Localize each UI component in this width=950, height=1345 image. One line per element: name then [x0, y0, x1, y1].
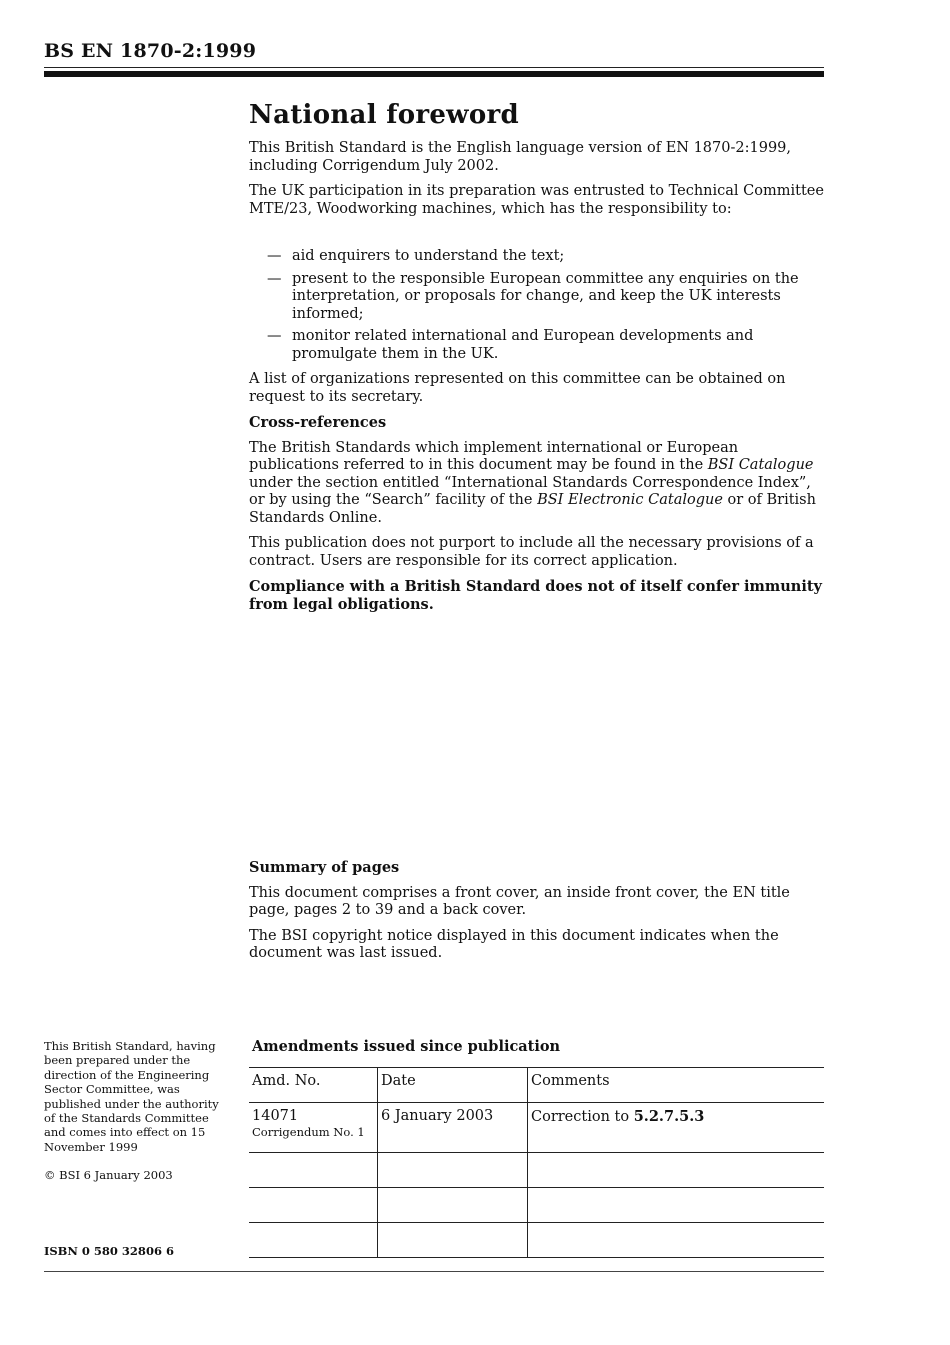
empty-cell	[528, 1153, 825, 1188]
header-comments: Comments	[528, 1068, 825, 1103]
header-amd-no: Amd. No.	[249, 1068, 378, 1103]
empty-cell	[249, 1153, 378, 1188]
amd-number: 14071	[252, 1108, 299, 1124]
header-rule-thick	[44, 71, 824, 77]
publication-sidebar	[44, 1039, 229, 1197]
summary-paragraph-2: The BSI copyright notice displayed in this document indicates when the document was last issued.	[249, 927, 779, 961]
summary-heading: Summary of pages	[249, 859, 400, 876]
table-row	[249, 1103, 824, 1153]
publication-note: This British Standard, having been prepared under the direction of the Engineering Sector Committee, was published under the authority of the Standards Committee and comes into effect on 15 November 1999	[44, 1039, 219, 1154]
foreword-paragraph-1: This British Standard is the English language version of EN 1870-2:1999, including Corrigendum July 2002.	[249, 140, 792, 174]
dash-marker: —	[267, 270, 282, 287]
bsi-electronic-catalogue-title: BSI Electronic Catalogue	[537, 492, 723, 508]
copyright-notice: © BSI 6 January 2003	[44, 1168, 173, 1183]
list-item-text: present to the responsible European committee any enquiries on the interpretation, or proposals for change, and keep the UK interests informed;	[292, 270, 799, 322]
bsi-catalogue-title: BSI Catalogue	[707, 457, 814, 473]
empty-cell	[528, 1223, 825, 1258]
empty-cell	[249, 1188, 378, 1223]
amendments-title: Amendments issued since publication	[252, 1038, 561, 1055]
clause-reference: 5.2.7.5.3	[633, 1108, 705, 1125]
list-item	[267, 328, 829, 363]
amendments-table	[249, 1067, 824, 1258]
header-rule-thin	[44, 67, 824, 68]
cross-references-paragraph	[249, 440, 829, 528]
page-title: National foreword	[249, 100, 519, 130]
foreword-paragraph-2: The UK participation in its preparation was entrusted to Technical Committee MTE/23, Woodworking machines, which has the responsibility to:	[249, 183, 824, 217]
amendments-section	[249, 1038, 824, 1258]
national-foreword	[249, 100, 829, 621]
date-cell: 6 January 2003	[378, 1103, 528, 1153]
foreword-paragraph-4: This publication does not purport to include all the necessary provisions of a contract. Users are responsible for its correct application.	[249, 535, 814, 569]
isbn: ISBN 0 580 32806 6	[44, 1244, 174, 1258]
compliance-statement: Compliance with a British Standard does not of itself confer immunity from legal obligations.	[249, 578, 822, 613]
comments-cell	[528, 1103, 825, 1153]
responsibility-list	[267, 248, 829, 363]
table-row	[249, 1153, 824, 1188]
crossref-text: The British Standards which implement international or European publications referred to in this document may be found in the	[249, 439, 739, 473]
list-item	[267, 271, 829, 324]
empty-cell	[378, 1153, 528, 1188]
empty-cell	[249, 1223, 378, 1258]
empty-cell	[528, 1188, 825, 1223]
crossref-text: or of British Standards Online.	[249, 492, 816, 526]
dash-marker: —	[267, 328, 282, 344]
comment-text: Correction to	[531, 1109, 634, 1125]
summary-of-pages	[249, 859, 829, 971]
table-row	[249, 1223, 824, 1258]
list-item-text: monitor related international and European developments and promulgate them in the UK.	[292, 328, 754, 362]
crossref-text: under the section entitled “International Standards Correspondence Index”, or by using the “Search” facility of the	[249, 474, 811, 508]
footer-rule	[44, 1271, 824, 1272]
table-header-row	[249, 1068, 824, 1103]
dash-marker: —	[267, 248, 282, 264]
amd-no-cell	[249, 1103, 378, 1153]
summary-paragraph-1: This document comprises a front cover, an inside front cover, the EN title page, pages 2 to 39 and a back cover.	[249, 884, 790, 918]
corrigendum-label: Corrigendum No. 1	[252, 1125, 365, 1139]
empty-cell	[378, 1188, 528, 1223]
cross-references-heading: Cross-references	[249, 414, 387, 431]
list-item-text: aid enquirers to understand the text;	[292, 248, 565, 264]
list-item	[267, 248, 829, 266]
empty-cell	[378, 1223, 528, 1258]
document-id: BS EN 1870-2:1999	[44, 40, 257, 62]
table-row	[249, 1188, 824, 1223]
foreword-paragraph-3: A list of organizations represented on this committee can be obtained on request to its secretary.	[249, 371, 786, 405]
header-date: Date	[378, 1068, 528, 1103]
